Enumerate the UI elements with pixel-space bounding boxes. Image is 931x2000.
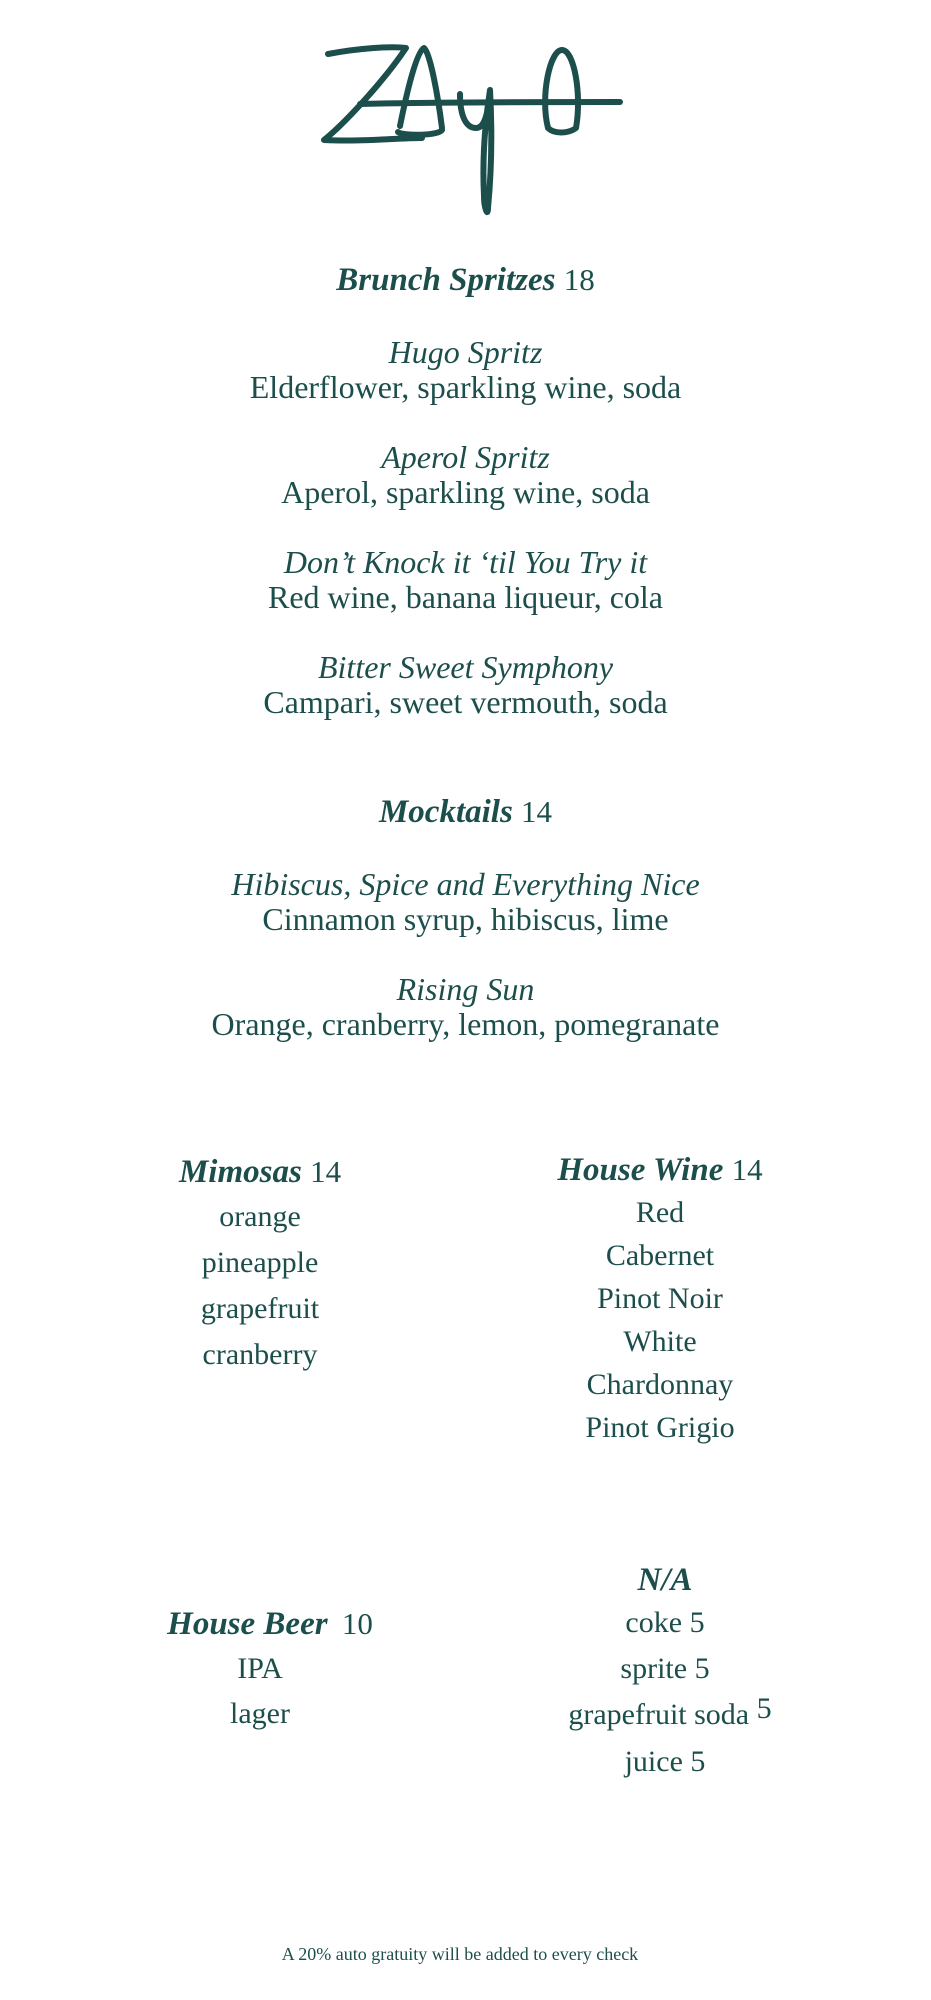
na-item-price: 5 (694, 1652, 710, 1685)
wine-item: Pinot Noir (597, 1282, 723, 1315)
na-item-name: juice (624, 1745, 683, 1778)
wine-item: Cabernet (605, 1239, 715, 1272)
rising-sun-desc: Orange, cranberry, lemon, pomegranate (211, 1006, 720, 1042)
dont-knock-it-name: Don’t Knock it ‘til You Try it (283, 544, 648, 580)
wine-item: White (623, 1325, 697, 1358)
mocktails-price: 14 (521, 794, 553, 829)
bitter-sweet-symphony-desc: Campari, sweet vermouth, soda (263, 684, 668, 720)
rising-sun-name: Rising Sun (396, 971, 535, 1007)
mimosa-item: orange (219, 1200, 301, 1233)
hibiscus-desc: Cinnamon syrup, hibiscus, lime (262, 901, 669, 937)
na-item (540, 1692, 800, 1732)
bitter-sweet-symphony-name: Bitter Sweet Symphony (317, 649, 614, 685)
na-item (540, 1652, 790, 1686)
mocktails-header (0, 794, 931, 831)
mimosa-item: grapefruit (200, 1292, 320, 1325)
mimosas-title: Mimosas (178, 1154, 302, 1190)
wine-item: Chardonnay (586, 1368, 734, 1401)
zaya-logo (320, 36, 640, 226)
na-item (540, 1745, 790, 1779)
house-wine-title: House Wine (557, 1152, 724, 1188)
na-title: N/A (637, 1562, 693, 1598)
na-item-name: grapefruit soda (568, 1698, 750, 1731)
na-item-name: coke (625, 1606, 683, 1639)
mimosa-item: cranberry (202, 1338, 318, 1371)
mocktails-title: Mocktails (378, 794, 513, 830)
dont-knock-it-desc: Red wine, banana liqueur, cola (267, 579, 663, 615)
na-item-name: sprite (620, 1652, 688, 1685)
beer-item: IPA (237, 1652, 283, 1685)
mimosas-price: 14 (310, 1154, 342, 1189)
aperol-spritz-desc: Aperol, sparkling wine, soda (281, 474, 650, 510)
na-item-price: 5 (689, 1606, 705, 1639)
brunch-spritzes-title: Brunch Spritzes (336, 262, 556, 298)
hugo-spritz-name: Hugo Spritz (388, 334, 543, 370)
hibiscus-name: Hibiscus, Spice and Everything Nice (231, 866, 700, 902)
brunch-spritzes-price: 18 (563, 262, 595, 297)
aperol-spritz-name: Aperol Spritz (381, 439, 550, 475)
house-beer-header (140, 1606, 400, 1643)
house-wine-header (530, 1152, 790, 1189)
house-beer-price: 10 (341, 1606, 373, 1641)
na-item (540, 1606, 790, 1640)
mimosa-item: pineapple (201, 1246, 319, 1279)
gratuity-note: A 20% auto gratuity will be added to every check (281, 1944, 639, 1964)
beer-item: lager (230, 1697, 290, 1730)
na-item-price: 5 (690, 1745, 706, 1778)
house-wine-price: 14 (731, 1152, 763, 1187)
brunch-spritzes-header (0, 262, 931, 299)
house-beer-title: House Beer (167, 1606, 328, 1642)
wine-item: Pinot Grigio (585, 1411, 735, 1444)
wine-item: Red (635, 1196, 685, 1229)
hugo-spritz-desc: Elderflower, sparkling wine, soda (249, 369, 682, 405)
na-item-price: 5 (756, 1692, 772, 1725)
mimosas-header (150, 1154, 370, 1191)
